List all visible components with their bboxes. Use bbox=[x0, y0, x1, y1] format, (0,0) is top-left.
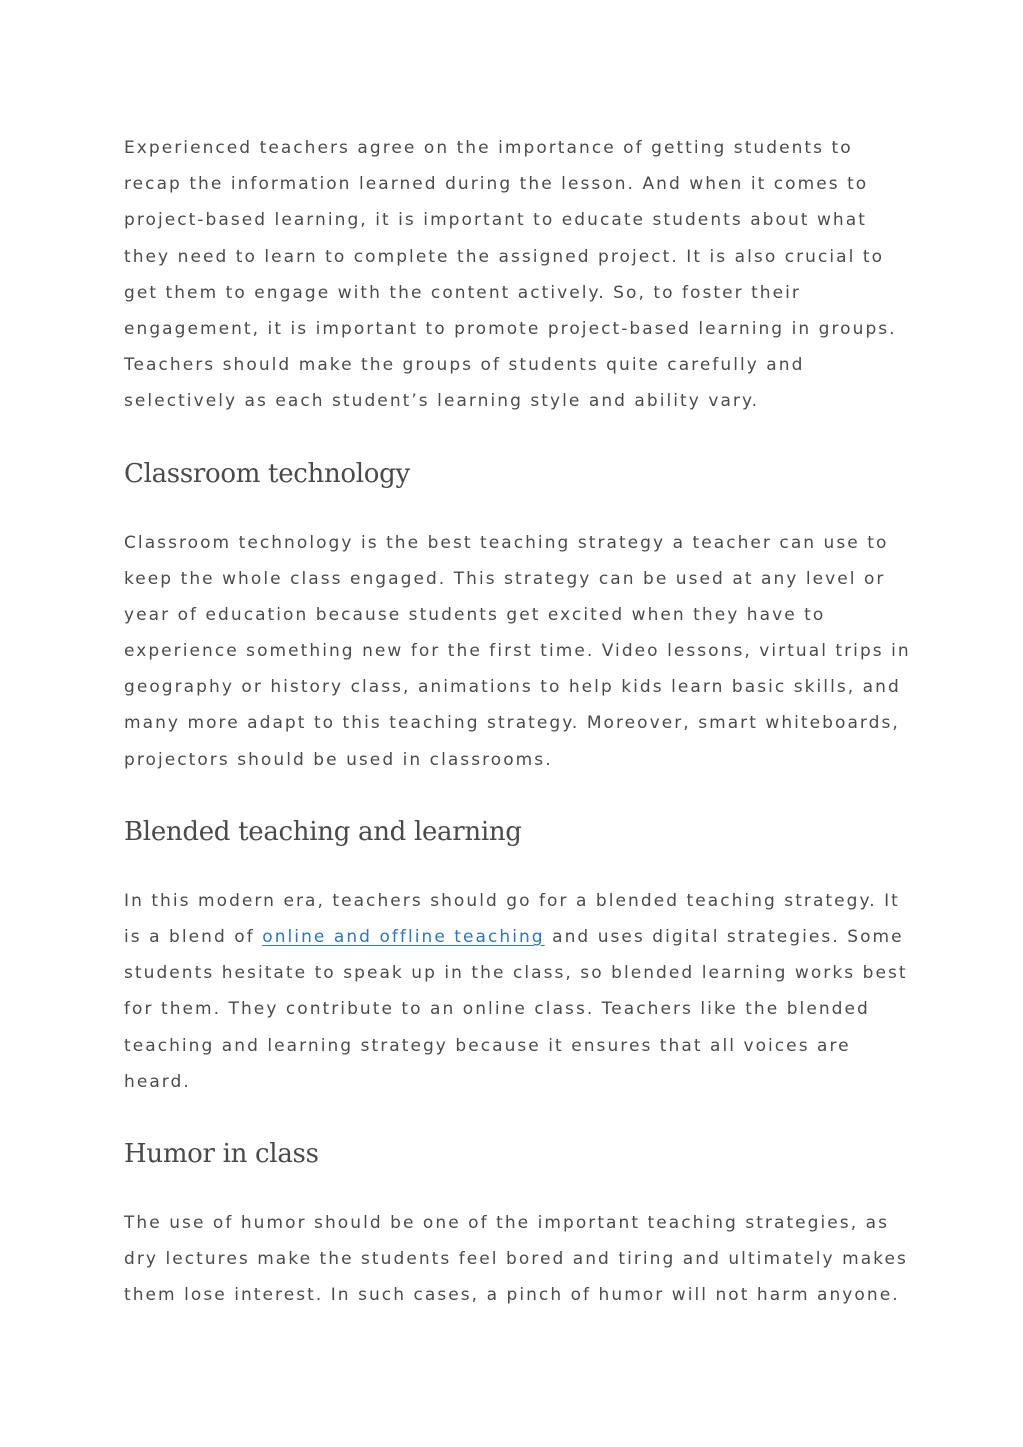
text-line: get them to engage with the content actively. So, to foster their bbox=[124, 282, 801, 303]
document-page bbox=[124, 130, 909, 1314]
text-line: Experienced teachers agree on the importance of getting students to bbox=[124, 138, 853, 158]
text-line: teaching and learning strategy because it ensures that all voices are bbox=[124, 1035, 851, 1056]
text-line: year of education because students get excited when they have to bbox=[124, 604, 826, 625]
text-line: many more adapt to this teaching strategy. Moreover, smart whiteboards, bbox=[124, 713, 900, 734]
text-line: project-based learning, it is important to educate students about what bbox=[124, 210, 867, 231]
text-line: recap the information learned during the lesson. And when it comes to bbox=[124, 174, 869, 195]
text-line: engagement, it is important to promote project-based learning in groups. bbox=[124, 318, 897, 339]
text-line: students hesitate to speak up in the class, so blended learning works best bbox=[124, 963, 908, 984]
text-line: Classroom technology is the best teaching strategy a teacher can use to bbox=[124, 532, 889, 553]
text-line: experience something new for the first time. Video lessons, virtual trips in bbox=[124, 641, 911, 662]
text-line: heard. bbox=[124, 1071, 191, 1092]
section-heading-classroom-technology: Classroom technology bbox=[124, 458, 410, 489]
blended-teaching-paragraph bbox=[124, 883, 909, 1100]
text-fragment: and uses digital strategies. Some bbox=[544, 927, 904, 947]
section-heading-humor-in-class: Humor in class bbox=[124, 1138, 319, 1169]
section-heading-blended-teaching: Blended teaching and learning bbox=[124, 816, 522, 847]
text-line: selectively as each student’s learning style and ability vary. bbox=[124, 391, 760, 412]
online-offline-teaching-link[interactable]: online and offline teaching bbox=[262, 927, 545, 947]
text-fragment: is a blend of bbox=[124, 927, 263, 947]
text-line: geography or history class, animations to help kids learn basic skills, and bbox=[124, 677, 901, 698]
humor-paragraph bbox=[124, 1205, 909, 1314]
text-line: they need to learn to complete the assigned project. It is also crucial to bbox=[124, 246, 885, 267]
intro-paragraph bbox=[124, 130, 909, 420]
text-line: them lose interest. In such cases, a pinch of humor will not harm anyone. bbox=[124, 1285, 900, 1306]
text-line: keep the whole class engaged. This strategy can be used at any level or bbox=[124, 568, 886, 589]
text-line: projectors should be used in classrooms. bbox=[124, 749, 553, 770]
classroom-technology-paragraph bbox=[124, 525, 909, 778]
text-line: The use of humor should be one of the important teaching strategies, as bbox=[124, 1212, 889, 1233]
text-line: In this modern era, teachers should go for a blended teaching strategy. It bbox=[124, 890, 900, 911]
text-line: Teachers should make the groups of students quite carefully and bbox=[124, 355, 805, 376]
text-line-with-link bbox=[124, 919, 909, 955]
text-line: dry lectures make the students feel bored and tiring and ultimately makes bbox=[124, 1249, 908, 1270]
text-line: for them. They contribute to an online class. Teachers like the blended bbox=[124, 999, 870, 1020]
